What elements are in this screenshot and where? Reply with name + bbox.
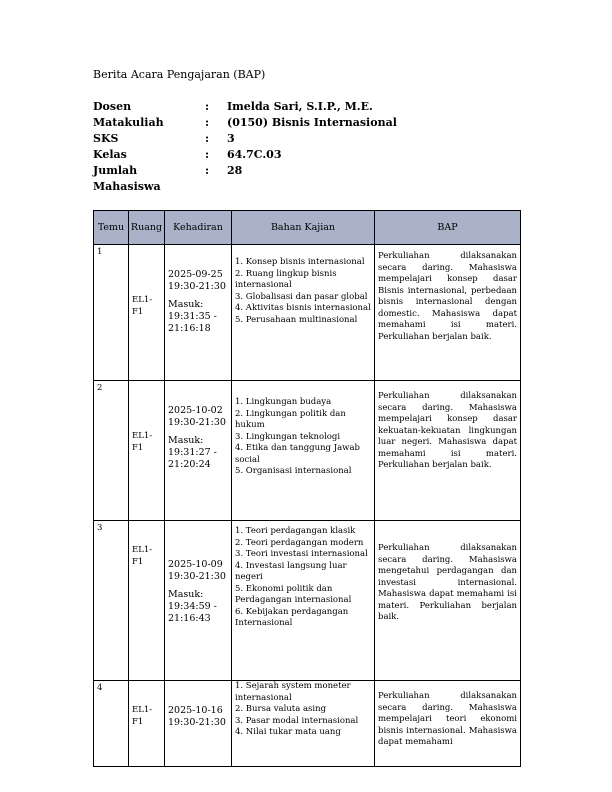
cell-temu: 4	[94, 681, 129, 767]
cell-bahan-kajian	[232, 381, 375, 521]
info-label: Kelas	[93, 148, 127, 161]
bahan-item: 4. Aktivitas bisnis internasional	[235, 303, 371, 313]
info-value: Imelda Sari, S.I.P., M.E.	[227, 100, 373, 113]
page-title: Berita Acara Pengajaran (BAP)	[93, 68, 266, 81]
bahan-item: 2. Bursa valuta asing	[235, 704, 327, 714]
bahan-item: 5. Ekonomi politik dan Perdagangan internasional	[235, 583, 352, 605]
ruang-text: EL1-F1	[132, 295, 153, 317]
info-value: 64.7C.03	[227, 148, 282, 161]
masuk-label: Masuk:	[168, 299, 204, 310]
table-row	[94, 521, 521, 681]
bahan-item: 1. Konsep bisnis internasional	[235, 257, 365, 267]
bahan-item: 5. Perusahaan multinasional	[235, 314, 358, 325]
bahan-item: 1. Lingkungan budaya	[235, 397, 332, 407]
cell-ruang	[129, 681, 165, 767]
bahan-item: 4. Investasi langsung luar negeri	[235, 560, 347, 582]
info-row-jumlah-mahasiswa	[93, 163, 397, 193]
masuk-time: 19:31:35 - 21:16:18	[168, 311, 217, 334]
course-info	[93, 99, 397, 193]
info-colon: :	[205, 132, 210, 145]
cell-kehadiran	[165, 521, 232, 681]
header-ruang: Ruang	[129, 211, 165, 245]
session-time: 19:30-21:30	[168, 417, 226, 428]
cell-bap: Perkuliahan dilaksanakan secara daring. Mahasiswa mempelajari teori ekonomi bisnis internasional. Mahasiswa dapat memahami	[375, 681, 521, 767]
bahan-item: 3. Lingkungan teknologi	[235, 431, 341, 442]
cell-bap: Perkuliahan dilaksanakan secara daring. Mahasiswa mempelajari konsep dasar Bisnis internasional, perbedaan bisnis internasional dengan domestic. Mahasiswa dapat memahami isi materi. Perkuliahan berjalan baik.	[375, 245, 521, 381]
info-row-sks	[93, 131, 397, 147]
cell-temu: 2	[94, 381, 129, 521]
bahan-item: 3. Teori investasi internasional	[235, 549, 368, 559]
header-bap: BAP	[375, 211, 521, 245]
bahan-item: 4. Etika dan tanggung Jawab social	[235, 443, 360, 465]
table-row	[94, 245, 521, 381]
header-temu: Temu	[94, 211, 129, 245]
header-kehadiran: Kehadiran	[165, 211, 232, 245]
masuk-time: 19:31:27 - 21:20:24	[168, 447, 217, 470]
masuk-label: Masuk:	[168, 589, 204, 600]
bahan-item: 2. Lingkungan politik dan hukum	[235, 408, 346, 430]
cell-bap: Perkuliahan dilaksanakan secara daring. Mahasiswa mengetahui perdagangan dan investasi internasional. Mahasiswa dapat memahami isi materi. Perkuliahan berjalan baik.	[375, 521, 521, 681]
info-colon: :	[205, 100, 210, 113]
bahan-item: 4. Nilai tukar mata uang	[235, 727, 341, 737]
bahan-item: 1. Sejarah system moneter internasional	[235, 681, 351, 703]
cell-kehadiran	[165, 381, 232, 521]
info-colon: :	[205, 148, 210, 161]
session-date: 2025-10-02	[168, 405, 223, 416]
info-row-matakuliah	[93, 115, 397, 131]
session-time: 19:30-21:30	[168, 281, 226, 292]
info-label: Jumlah Mahasiswa	[93, 164, 161, 193]
cell-bap: Perkuliahan dilaksanakan secara daring. Mahasiswa mempelajari konsep dasar kekuatan-kekuatan lingkungan luar negeri. Mahasiswa dapat memahami isi materi. Perkuliahan berjalan baik.	[375, 381, 521, 521]
session-date: 2025-10-09	[168, 559, 223, 570]
bahan-item: 2. Ruang lingkup bisnis internasional	[235, 268, 337, 290]
cell-ruang	[129, 521, 165, 681]
info-label: SKS	[93, 132, 119, 145]
ruang-text: EL1-F1	[132, 431, 153, 453]
table-row	[94, 381, 521, 521]
table-row	[94, 681, 521, 767]
info-row-dosen	[93, 99, 397, 115]
masuk-time: 19:34:59 - 21:16:43	[168, 601, 217, 624]
bahan-item: 1. Teori perdagangan klasik	[235, 526, 356, 536]
cell-temu: 3	[94, 521, 129, 681]
bahan-item: 3. Pasar modal internasional	[235, 715, 359, 726]
info-label: Dosen	[93, 100, 132, 113]
cell-bahan-kajian	[232, 521, 375, 681]
info-value: 28	[227, 164, 243, 177]
info-label: Matakuliah	[93, 116, 164, 129]
masuk-label: Masuk:	[168, 435, 204, 446]
cell-bahan-kajian	[232, 681, 375, 767]
bahan-item: 3. Globalisasi dan pasar global	[235, 291, 368, 302]
bahan-item: 6. Kebijakan perdagangan Internasional	[235, 606, 349, 628]
info-value: (0150) Bisnis Internasional	[227, 116, 397, 129]
session-date: 2025-10-16	[168, 705, 223, 716]
bap-table	[93, 210, 521, 767]
bahan-item: 5. Organisasi internasional	[235, 466, 352, 476]
session-time: 19:30-21:30	[168, 571, 226, 582]
info-colon: :	[205, 116, 210, 129]
session-time: 19:30-21:30	[168, 717, 226, 728]
ruang-text: EL1-F1	[132, 705, 153, 727]
cell-bahan-kajian	[232, 245, 375, 381]
info-colon: :	[205, 164, 210, 177]
info-value: 3	[227, 132, 235, 145]
cell-ruang	[129, 381, 165, 521]
bahan-item: 2. Teori perdagangan modern	[235, 537, 364, 548]
session-date: 2025-09-25	[168, 269, 223, 280]
ruang-text: EL1-F1	[132, 545, 153, 567]
header-bahan-kajian: Bahan Kajian	[232, 211, 375, 245]
cell-temu: 1	[94, 245, 129, 381]
table-header-row	[94, 211, 521, 245]
info-row-kelas	[93, 147, 397, 163]
cell-kehadiran	[165, 245, 232, 381]
cell-ruang	[129, 245, 165, 381]
cell-kehadiran	[165, 681, 232, 767]
